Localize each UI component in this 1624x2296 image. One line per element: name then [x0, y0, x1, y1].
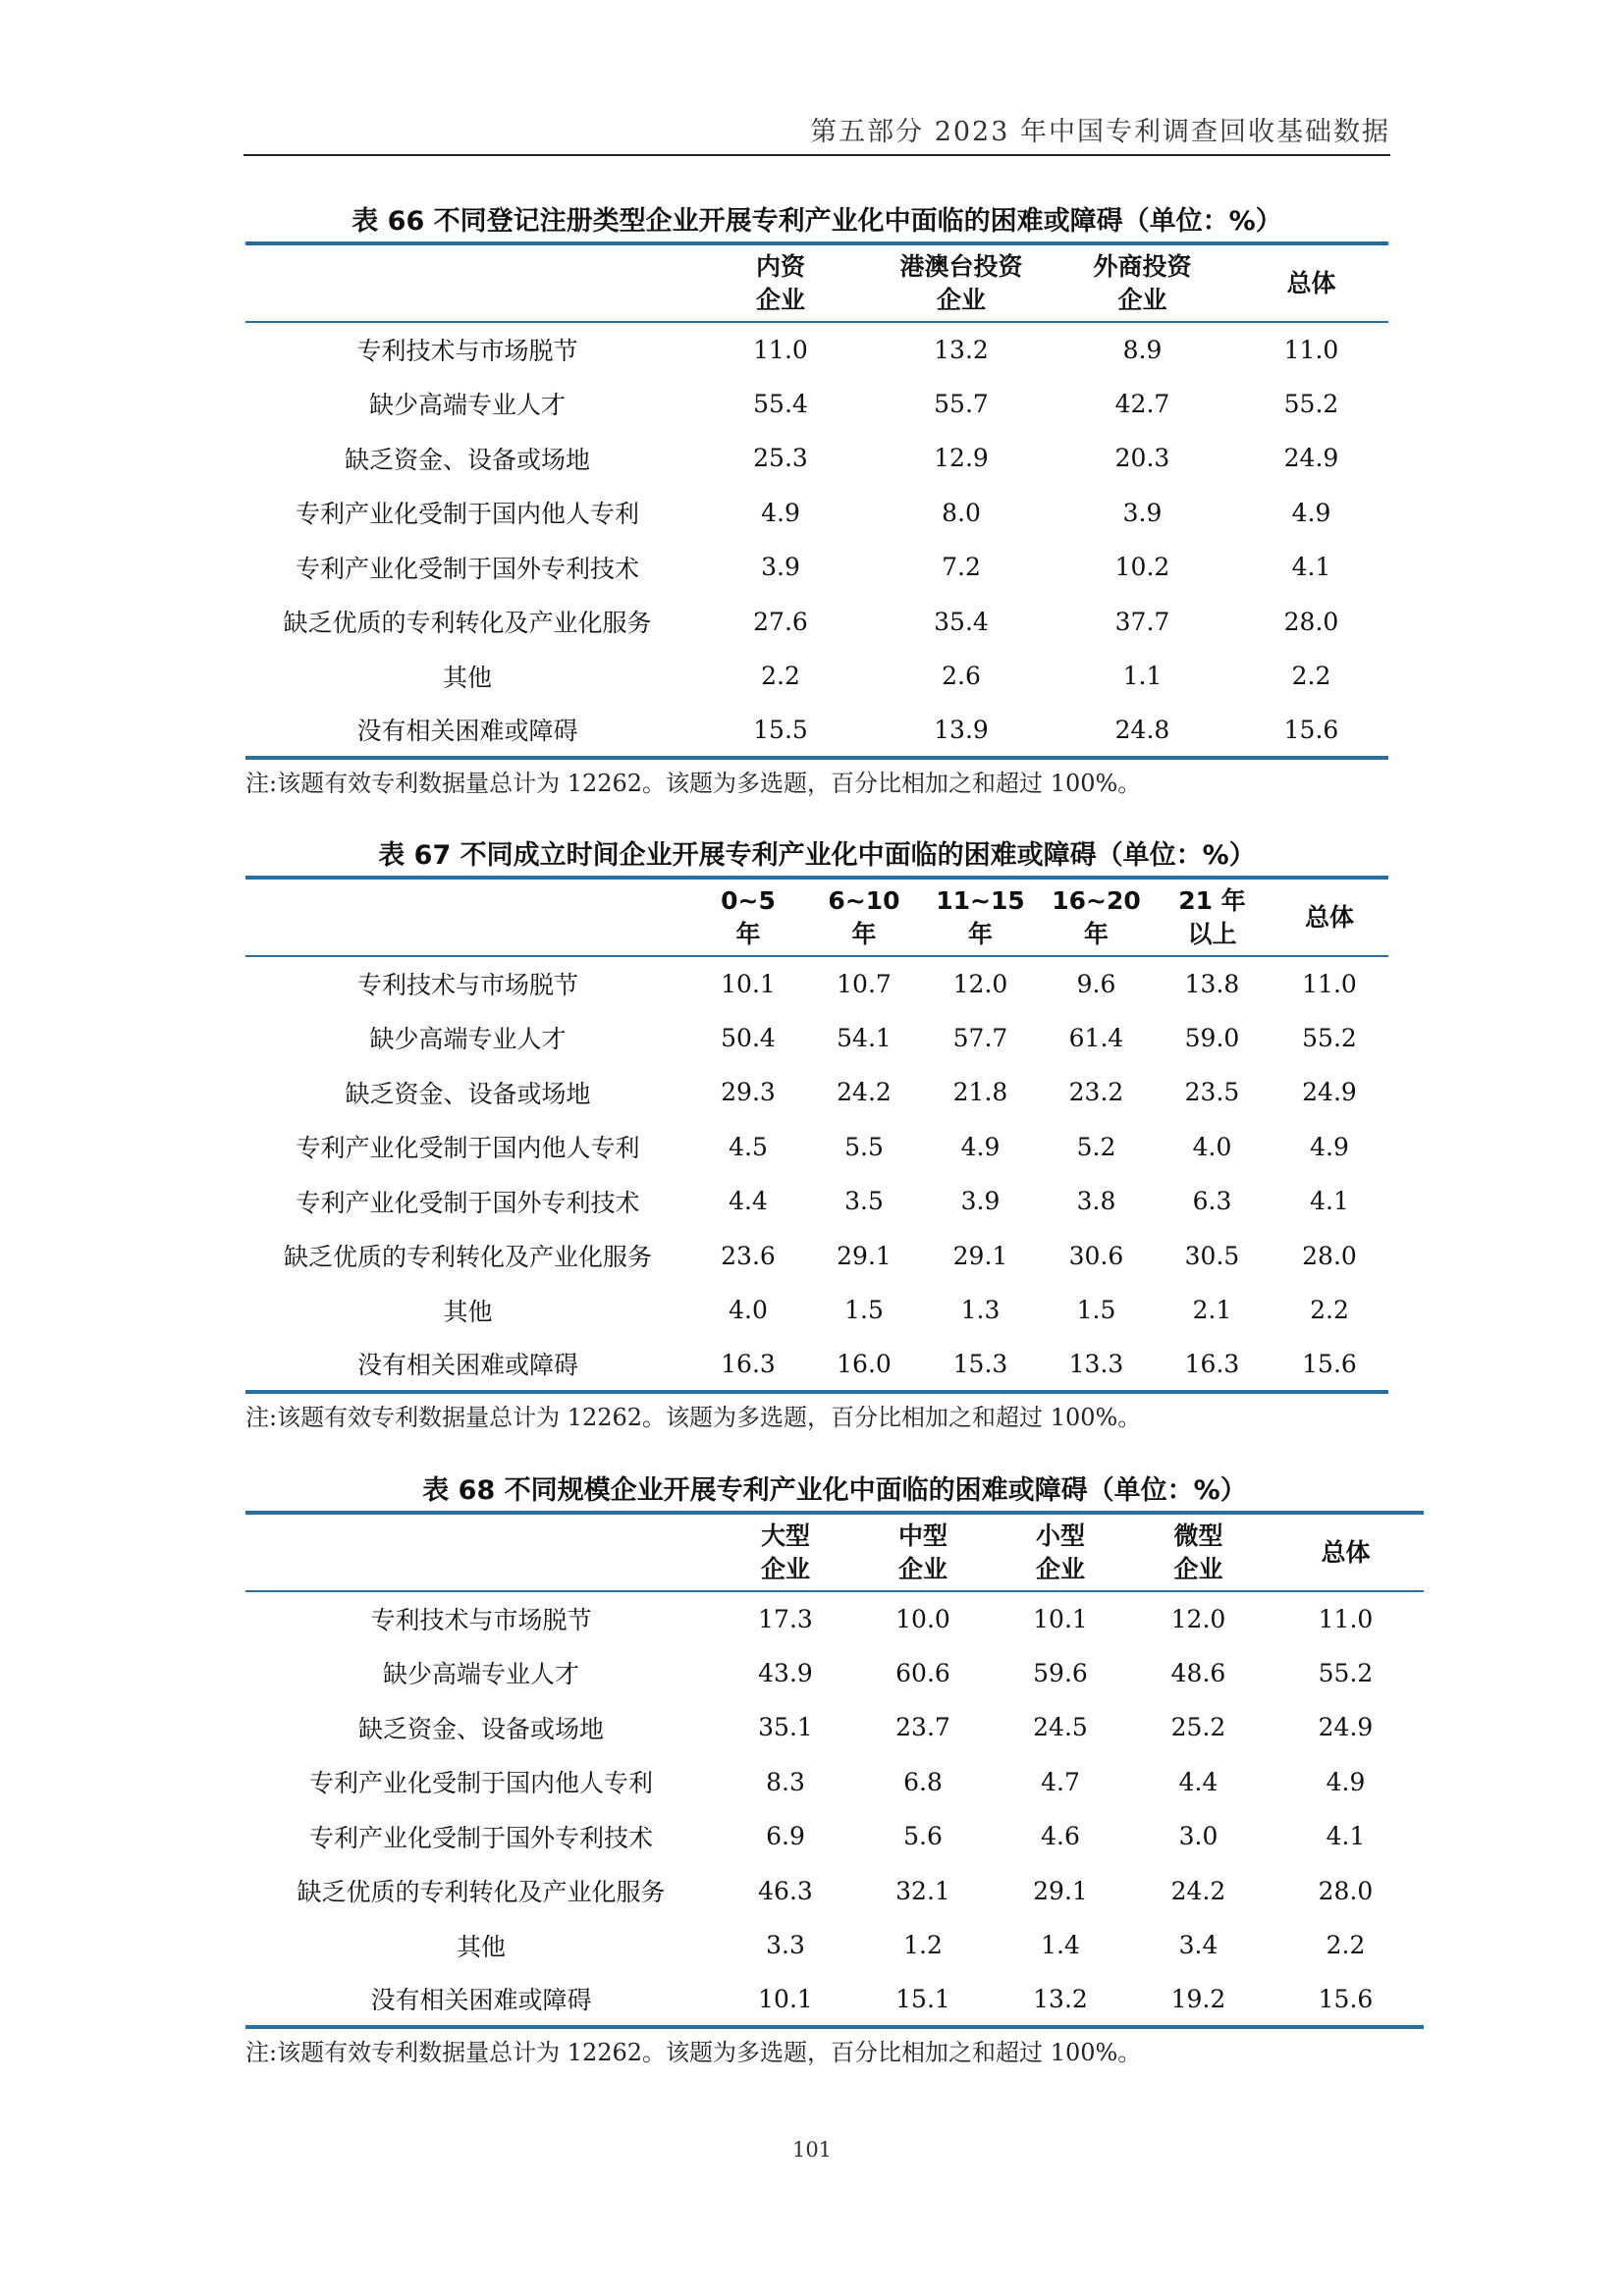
cell: 13.9 — [934, 715, 989, 744]
page-number: 101 — [791, 2138, 833, 2162]
table-row — [245, 1864, 1424, 1919]
cell: 27.6 — [753, 607, 808, 636]
column-header: 16~20 年 — [1039, 878, 1154, 956]
row-label: 专利技术与市场脱节 — [356, 971, 578, 1000]
cell: 24.5 — [1033, 1713, 1088, 1742]
row-label: 其他 — [442, 663, 492, 692]
cell: 24.8 — [1114, 715, 1170, 744]
cell: 10.1 — [1033, 1604, 1088, 1633]
cell: 5.6 — [903, 1822, 943, 1851]
cell: 6.8 — [903, 1767, 943, 1796]
table-row — [245, 595, 1388, 650]
cell: 4.1 — [1310, 1187, 1349, 1216]
cell: 28.0 — [1283, 607, 1339, 636]
cell: 57.7 — [952, 1023, 1008, 1052]
cell: 1.5 — [844, 1296, 884, 1325]
table-row — [245, 1283, 1388, 1338]
cell: 37.7 — [1114, 607, 1170, 636]
column-header: 总体 — [1271, 878, 1388, 956]
table-66-title: 表 66 不同登记注册类型企业开展专利产业化中面临的困难或障碍（单位：%） — [352, 206, 1282, 237]
row-label: 没有相关困难或障碍 — [370, 1986, 592, 2015]
table-row — [245, 1065, 1388, 1120]
table-67-title: 表 67 不同成立时间企业开展专利产业化中面临的困难或障碍（单位：%） — [378, 840, 1256, 871]
cell: 28.0 — [1318, 1876, 1374, 1905]
table-68 — [245, 1511, 1424, 2029]
column-header: 0~5 年 — [690, 878, 806, 956]
running-header: 第五部分 2023 年中国专利调查回收基础数据 — [810, 117, 1390, 147]
column-header: 11~15 年 — [922, 878, 1039, 956]
table-67-block — [245, 836, 1388, 1432]
cell: 29.1 — [1033, 1876, 1088, 1905]
cell: 4.1 — [1291, 553, 1331, 582]
row-label-header — [245, 243, 689, 322]
table-row — [245, 377, 1388, 432]
cell: 5.2 — [1076, 1132, 1116, 1161]
column-header: 小型 企业 — [992, 1513, 1129, 1591]
header-rule — [244, 154, 1390, 156]
cell: 2.2 — [1326, 1931, 1366, 1960]
cell: 2.2 — [1291, 662, 1331, 691]
cell: 4.0 — [729, 1296, 768, 1325]
cell: 9.6 — [1076, 969, 1116, 998]
cell: 50.4 — [721, 1023, 776, 1052]
table-row — [245, 1229, 1388, 1284]
cell: 10.7 — [837, 969, 892, 998]
cell: 59.6 — [1033, 1658, 1088, 1687]
cell: 5.5 — [844, 1132, 884, 1161]
cell: 10.0 — [895, 1604, 950, 1633]
cell: 15.5 — [753, 715, 808, 744]
cell: 8.0 — [942, 498, 981, 527]
column-header: 大型 企业 — [717, 1513, 854, 1591]
cell: 43.9 — [758, 1658, 813, 1687]
column-header: 港澳台投资 企业 — [872, 243, 1051, 322]
table-row — [245, 540, 1388, 595]
cell: 17.3 — [758, 1604, 813, 1633]
cell: 28.0 — [1302, 1241, 1357, 1270]
cell: 48.6 — [1170, 1658, 1226, 1687]
cell: 12.9 — [934, 444, 989, 473]
table-66 — [245, 241, 1388, 760]
cell: 29.3 — [721, 1078, 776, 1107]
cell: 4.9 — [761, 498, 800, 527]
row-label: 缺乏资金、设备或场地 — [345, 1079, 591, 1108]
row-label: 专利产业化受制于国内他人专利 — [308, 1769, 653, 1798]
table-row — [245, 649, 1388, 704]
cell: 1.4 — [1041, 1931, 1080, 1960]
cell: 3.3 — [766, 1931, 805, 1960]
row-label: 其他 — [456, 1932, 506, 1961]
cell: 1.5 — [1076, 1296, 1116, 1325]
row-label: 专利产业化受制于国外专利技术 — [308, 1823, 653, 1852]
row-label: 缺少高端专业人才 — [369, 1025, 567, 1054]
cell: 23.7 — [895, 1713, 950, 1742]
column-header: 内资 企业 — [689, 243, 872, 322]
cell: 1.2 — [903, 1931, 943, 1960]
cell: 25.3 — [753, 444, 808, 473]
table-row — [245, 704, 1388, 759]
cell: 4.0 — [1192, 1132, 1232, 1161]
cell: 15.1 — [895, 1984, 950, 2013]
table-row — [245, 1011, 1388, 1066]
cell: 60.6 — [895, 1658, 950, 1687]
cell: 4.9 — [960, 1132, 1001, 1161]
cell: 42.7 — [1114, 389, 1170, 418]
column-header: 中型 企业 — [854, 1513, 992, 1591]
table-row — [245, 1120, 1388, 1175]
cell: 2.1 — [1192, 1296, 1232, 1325]
table-row — [245, 1700, 1424, 1755]
cell: 6.3 — [1192, 1187, 1232, 1216]
cell: 55.2 — [1283, 389, 1339, 418]
cell: 16.3 — [1184, 1349, 1240, 1378]
cell: 15.6 — [1318, 1984, 1374, 2013]
table-68-note: 注:该题有效专利数据量总计为 12262。该题为多选题，百分比相加之和超过 100%。 — [245, 2039, 1142, 2066]
cell: 23.5 — [1184, 1078, 1240, 1107]
table-68-block — [245, 1471, 1424, 2067]
cell: 15.6 — [1283, 715, 1339, 744]
cell: 55.2 — [1318, 1658, 1374, 1687]
cell: 20.3 — [1114, 444, 1170, 473]
cell: 59.0 — [1184, 1023, 1240, 1052]
cell: 3.9 — [1122, 498, 1163, 527]
cell: 54.1 — [837, 1023, 892, 1052]
row-label-header — [245, 1513, 717, 1591]
cell: 6.9 — [766, 1822, 805, 1851]
cell: 16.0 — [837, 1349, 892, 1378]
table-row — [245, 1809, 1424, 1864]
table-67 — [245, 876, 1388, 1394]
row-label: 缺少高端专业人才 — [368, 391, 566, 420]
column-header: 总体 — [1234, 243, 1388, 322]
cell: 11.0 — [1302, 969, 1357, 998]
table-row — [245, 431, 1388, 486]
table-66-block — [245, 202, 1388, 798]
cell: 11.0 — [1283, 335, 1339, 364]
table-row — [245, 1918, 1424, 1973]
cell: 4.4 — [729, 1187, 768, 1216]
row-label: 专利产业化受制于国内他人专利 — [295, 500, 639, 529]
cell: 2.2 — [761, 662, 800, 691]
cell: 1.1 — [1122, 662, 1163, 691]
cell: 3.9 — [960, 1187, 1001, 1216]
cell: 30.6 — [1068, 1241, 1124, 1270]
row-label: 专利技术与市场脱节 — [356, 337, 578, 366]
cell: 24.2 — [837, 1078, 892, 1107]
cell: 24.9 — [1283, 444, 1339, 473]
row-label: 没有相关困难或障碍 — [356, 717, 578, 746]
row-label: 专利产业化受制于国外专利技术 — [296, 1188, 640, 1217]
table-row — [245, 1591, 1424, 1646]
cell: 4.1 — [1326, 1822, 1366, 1851]
table-row — [245, 1338, 1388, 1393]
cell: 4.5 — [729, 1132, 768, 1161]
cell: 32.1 — [895, 1876, 950, 1905]
cell: 55.4 — [753, 389, 808, 418]
cell: 16.3 — [721, 1349, 776, 1378]
cell: 61.4 — [1068, 1023, 1124, 1052]
table-row — [245, 1174, 1388, 1229]
table-row — [245, 1755, 1424, 1810]
row-label: 缺乏优质的专利转化及产业化服务 — [297, 1878, 666, 1907]
row-label-header — [245, 878, 690, 956]
row-label: 专利产业化受制于国内他人专利 — [296, 1134, 640, 1163]
table-header-row — [245, 243, 1388, 322]
column-header: 微型 企业 — [1129, 1513, 1268, 1591]
cell: 4.7 — [1041, 1767, 1080, 1796]
column-header: 6~10 年 — [806, 878, 922, 956]
cell: 13.2 — [934, 335, 989, 364]
cell: 1.3 — [960, 1296, 1001, 1325]
cell: 8.9 — [1122, 335, 1163, 364]
cell: 23.2 — [1068, 1078, 1124, 1107]
cell: 13.3 — [1068, 1349, 1124, 1378]
column-header: 总体 — [1268, 1513, 1424, 1591]
cell: 21.8 — [952, 1078, 1008, 1107]
cell: 3.5 — [844, 1187, 884, 1216]
cell: 4.9 — [1326, 1767, 1366, 1796]
cell: 3.4 — [1178, 1931, 1218, 1960]
cell: 4.6 — [1041, 1822, 1080, 1851]
row-label: 缺乏资金、设备或场地 — [344, 445, 590, 474]
cell: 4.4 — [1178, 1767, 1218, 1796]
cell: 8.3 — [766, 1767, 805, 1796]
cell: 4.9 — [1310, 1132, 1349, 1161]
row-label: 缺少高端专业人才 — [382, 1660, 579, 1689]
cell: 10.1 — [721, 969, 776, 998]
cell: 23.6 — [721, 1241, 776, 1270]
row-label: 缺乏优质的专利转化及产业化服务 — [283, 609, 652, 638]
cell: 3.8 — [1076, 1187, 1116, 1216]
cell: 2.6 — [942, 662, 981, 691]
cell: 12.0 — [952, 969, 1008, 998]
table-row — [245, 322, 1388, 377]
cell: 30.5 — [1184, 1241, 1240, 1270]
cell: 13.8 — [1184, 969, 1240, 998]
cell: 25.2 — [1170, 1713, 1226, 1742]
cell: 46.3 — [758, 1876, 813, 1905]
cell: 10.1 — [758, 1984, 813, 2013]
table-row — [245, 486, 1388, 541]
cell: 13.2 — [1033, 1984, 1088, 2013]
table-66-note: 注:该题有效专利数据量总计为 12262。该题为多选题，百分比相加之和超过 100%。 — [245, 770, 1142, 797]
cell: 19.2 — [1170, 1984, 1226, 2013]
cell: 24.2 — [1170, 1876, 1226, 1905]
cell: 10.2 — [1114, 553, 1170, 582]
cell: 29.1 — [952, 1241, 1008, 1270]
row-label: 缺乏资金、设备或场地 — [357, 1714, 604, 1743]
column-header: 21 年 以上 — [1154, 878, 1271, 956]
table-67-note: 注:该题有效专利数据量总计为 12262。该题为多选题，百分比相加之和超过 100%。 — [245, 1404, 1142, 1431]
cell: 3.9 — [761, 553, 800, 582]
row-label: 缺乏优质的专利转化及产业化服务 — [283, 1243, 652, 1272]
cell: 2.2 — [1310, 1296, 1349, 1325]
table-row — [245, 956, 1388, 1011]
row-label: 其他 — [443, 1297, 493, 1326]
table-68-title: 表 68 不同规模企业开展专利产业化中面临的困难或障碍（单位：%） — [422, 1475, 1247, 1506]
cell: 11.0 — [1318, 1604, 1374, 1633]
cell: 24.9 — [1318, 1713, 1374, 1742]
row-label: 专利技术与市场脱节 — [370, 1606, 592, 1635]
cell: 55.7 — [934, 389, 989, 418]
cell: 15.3 — [952, 1349, 1008, 1378]
cell: 35.1 — [758, 1713, 813, 1742]
cell: 35.4 — [934, 607, 989, 636]
row-label: 专利产业化受制于国外专利技术 — [295, 554, 639, 583]
column-header: 外商投资 企业 — [1051, 243, 1234, 322]
cell: 11.0 — [753, 335, 808, 364]
cell: 3.0 — [1178, 1822, 1218, 1851]
row-label: 没有相关困难或障碍 — [356, 1351, 578, 1380]
cell: 4.9 — [1291, 498, 1331, 527]
cell: 24.9 — [1302, 1078, 1357, 1107]
cell: 29.1 — [837, 1241, 892, 1270]
cell: 12.0 — [1170, 1604, 1226, 1633]
cell: 15.6 — [1302, 1349, 1357, 1378]
table-row — [245, 1646, 1424, 1701]
cell: 7.2 — [942, 553, 981, 582]
table-header-row — [245, 878, 1388, 956]
cell: 55.2 — [1302, 1023, 1357, 1052]
table-row — [245, 1973, 1424, 2028]
table-header-row — [245, 1513, 1424, 1591]
